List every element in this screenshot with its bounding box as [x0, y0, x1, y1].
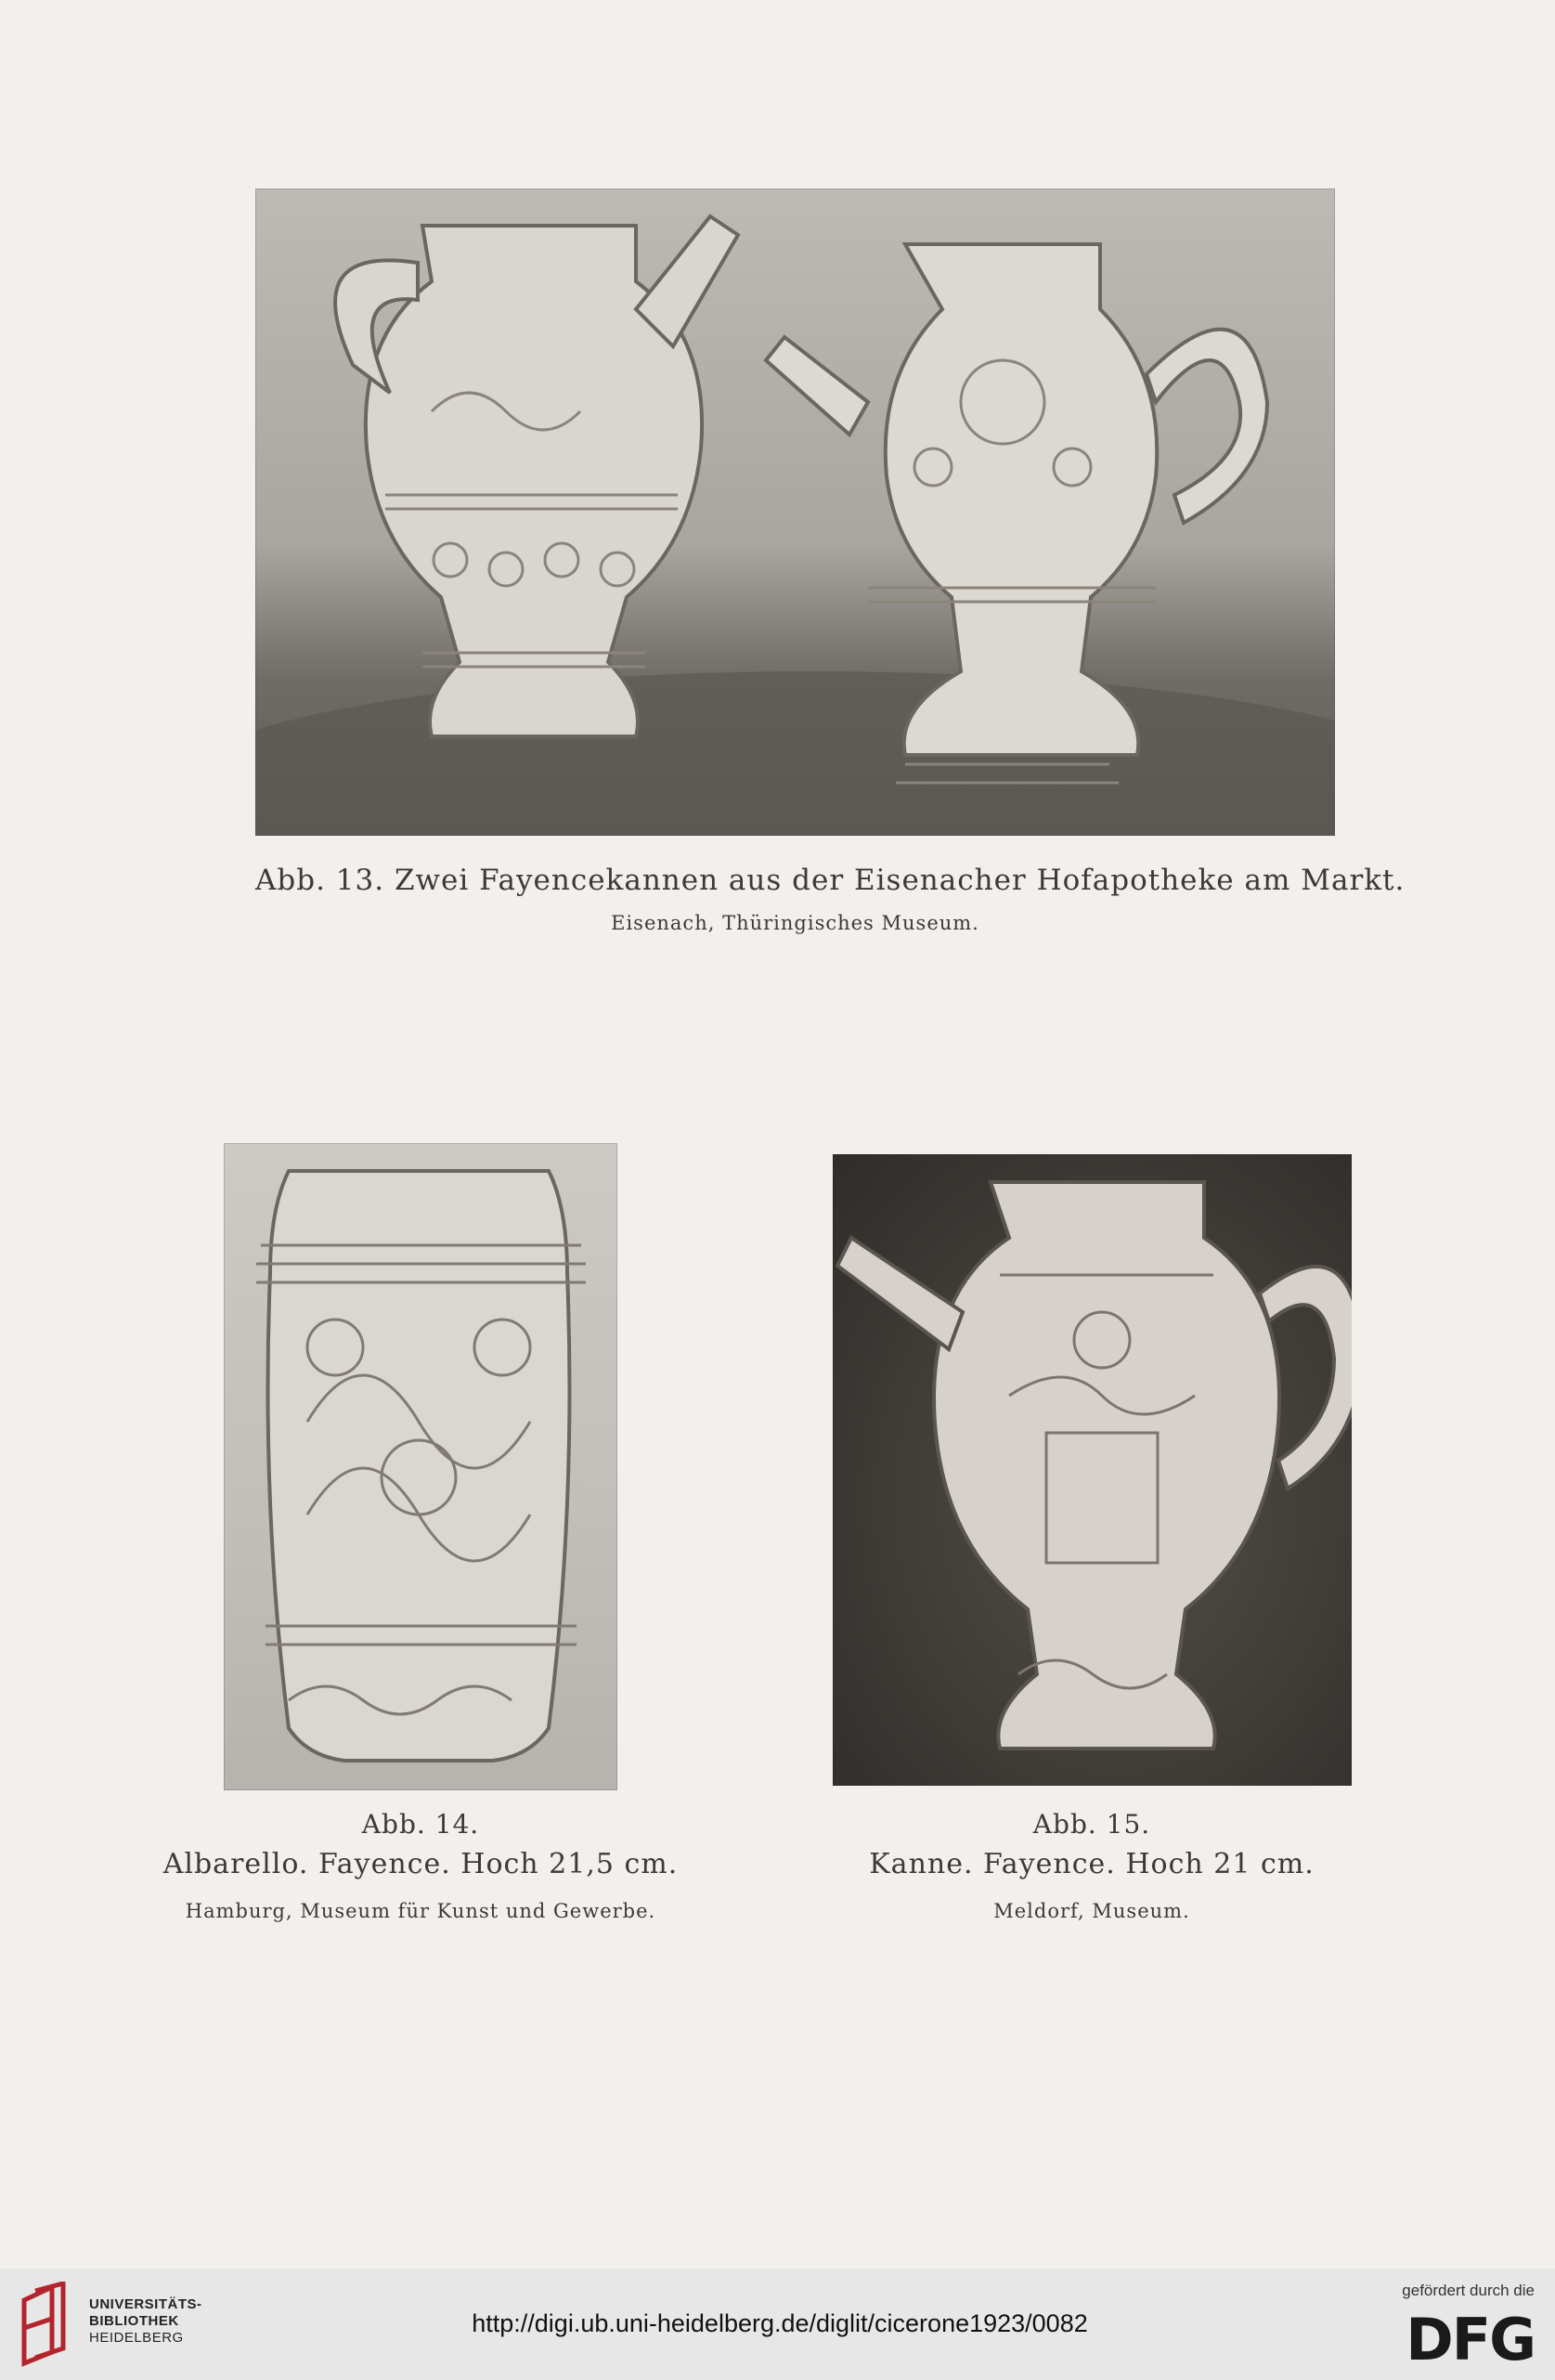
document-url-link[interactable]: http://digi.ub.uni-heidelberg.de/diglit/cicerone1923/0082: [472, 2309, 1088, 2337]
figure-15-label: Abb. 15.: [1032, 1809, 1151, 1840]
university-library-logo-icon[interactable]: [17, 2282, 76, 2367]
figure-13-title: Zwei Fayencekannen aus der Eisenacher Hofapotheke am Markt.: [394, 864, 1406, 897]
figure-14-photo: [224, 1143, 617, 1790]
figure-13-label: Abb. 13.: [255, 864, 385, 897]
figure-14-label: Abb. 14.: [361, 1809, 480, 1840]
figure-13-location: Eisenach, Thüringisches Museum.: [611, 912, 979, 934]
figure-15-title: Kanne. Fayence. Hoch 21 cm.: [869, 1848, 1315, 1880]
library-name-line1: UNIVERSITÄTS-: [89, 2296, 202, 2312]
figure-13-caption: [255, 864, 1406, 897]
figure-15-photo: [833, 1154, 1352, 1786]
library-name-line3: HEIDELBERG: [89, 2330, 184, 2346]
figure-15-location: Meldorf, Museum.: [993, 1900, 1190, 1922]
jug-image: [833, 1154, 1352, 1786]
two-faience-jugs-image: [255, 189, 1335, 836]
figure-14-title: Albarello. Fayence. Hoch 21,5 cm.: [162, 1848, 679, 1880]
university-library-name[interactable]: [89, 2296, 202, 2347]
figure-13-photo: [255, 189, 1335, 836]
albarello-image: [224, 1143, 617, 1790]
figure-14-location: Hamburg, Museum für Kunst und Gewerbe.: [185, 1900, 656, 1922]
footer-bar: [0, 2269, 1555, 2380]
funded-by-label: gefördert durch die: [1402, 2282, 1535, 2299]
library-name-line2: BIBLIOTHEK: [89, 2313, 179, 2329]
dfg-logo[interactable]: DFG: [1406, 2306, 1535, 2373]
